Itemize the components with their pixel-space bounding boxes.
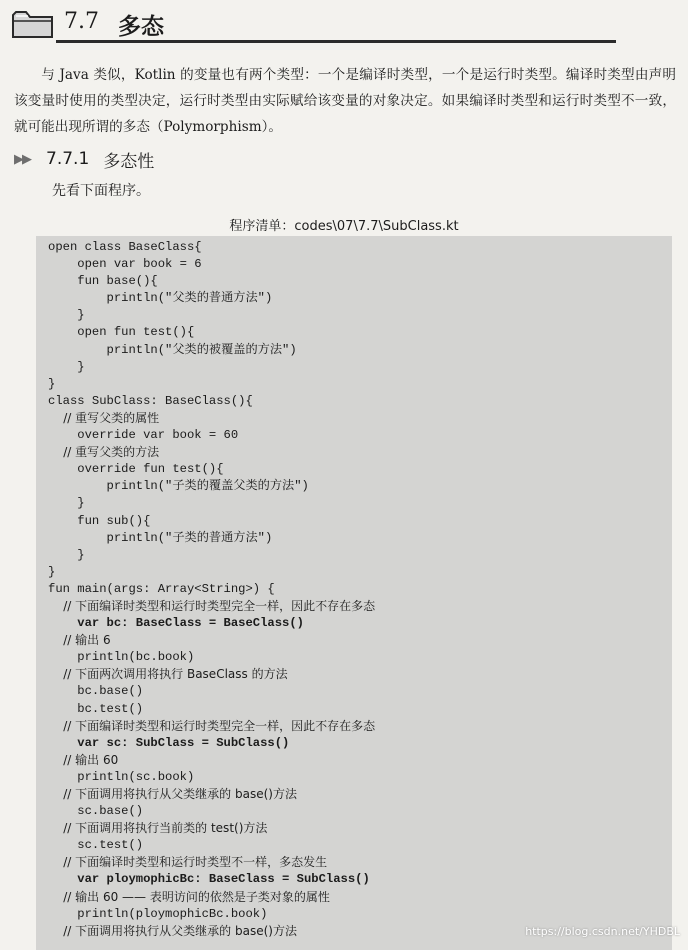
code-line: // 下面编译时类型和运行时类型不一样，多态发生 — [48, 855, 328, 870]
subsection-number: 7.7.1 — [46, 149, 90, 169]
code-line: bc.test() — [48, 701, 144, 716]
code-line: class SubClass: BaseClass(){ — [48, 393, 253, 408]
code-line: // 重写父类的属性 — [48, 410, 160, 425]
subsection-heading — [14, 146, 154, 172]
intro-paragraph: 与 Java 类似，Kotlin 的变量也有两个类型：一个是编译时类型，一个是运行时类型。编译时类型由声明该变量时使用的类型决定，运行时类型由实际赋给该变量的对象决定。如果编译时类型和运行时类型不一致，就可能出现所谓的多态（Polymorphism）。 — [14, 67, 676, 135]
listing-caption: 程序清单：codes\07\7.7\SubClass.kt — [229, 219, 459, 234]
watermark: https://blog.csdn.net/YHDBL — [525, 925, 680, 938]
code-line: println("父类的被覆盖的方法") — [48, 342, 297, 357]
code-line: // 下面编译时类型和运行时类型完全一样，因此不存在多态 — [48, 718, 376, 733]
code-line: var sc: SubClass = SubClass() — [48, 735, 290, 750]
double-arrow-icon: ▶▶ — [14, 151, 30, 167]
code-line: open fun test(){ — [48, 325, 195, 340]
code-line: // 输出 60 — [48, 752, 119, 767]
code-line: // 重写父类的方法 — [48, 445, 160, 460]
code-line: println("子类的普通方法") — [48, 530, 273, 545]
code-line: // 下面两次调用将执行 BaseClass 的方法 — [48, 667, 288, 682]
section-number: 7.7 — [64, 9, 99, 34]
code-line: } — [48, 376, 56, 391]
code-line: } — [48, 564, 56, 579]
code-line: println(ploymophicBc.book) — [48, 906, 268, 921]
subsection-title: 多态性 — [103, 151, 155, 172]
code-line: bc.base() — [48, 684, 144, 699]
code-line: } — [48, 308, 85, 323]
code-line: fun sub(){ — [48, 513, 151, 528]
code-line: override fun test(){ — [48, 462, 224, 477]
section-header — [0, 0, 688, 46]
code-line: // 下面编译时类型和运行时类型完全一样，因此不存在多态 — [48, 598, 376, 613]
code-line: open class BaseClass{ — [48, 240, 202, 254]
lead-text: 先看下面程序。 — [52, 183, 150, 199]
header-rule — [56, 40, 616, 43]
code-listing — [36, 236, 672, 950]
code-line: var ploymophicBc: BaseClass = SubClass() — [48, 872, 370, 887]
code-line: fun base(){ — [48, 274, 158, 289]
code-line: println("子类的覆盖父类的方法") — [48, 479, 309, 494]
code-line: println(bc.book) — [48, 650, 195, 665]
code-line: // 输出 60 —— 表明访问的依然是子类对象的属性 — [48, 889, 330, 904]
folder-icon — [10, 8, 56, 40]
code-line: var bc: BaseClass = BaseClass() — [48, 616, 304, 631]
code-line: println(sc.book) — [48, 769, 195, 784]
section-title: 多态 — [118, 14, 164, 40]
code-line: // 输出 6 — [48, 633, 111, 648]
code-line: sc.test() — [48, 838, 144, 853]
code-line: println("父类的普通方法") — [48, 291, 273, 306]
code-line: // 下面调用将执行从父类继承的 base()方法 — [48, 923, 297, 938]
code-line: // 下面调用将执行从父类继承的 base()方法 — [48, 787, 297, 801]
code-line: // 下面调用将执行当前类的 test()方法 — [48, 821, 268, 836]
code-line: } — [48, 496, 85, 511]
code-line: } — [48, 359, 85, 374]
code-lines — [48, 239, 375, 940]
code-line: open var book = 6 — [48, 257, 202, 272]
code-line: sc.base() — [48, 804, 144, 819]
code-line: override var book = 60 — [48, 428, 239, 443]
code-line: } — [48, 547, 85, 562]
code-line: fun main(args: Array<String>) { — [48, 581, 275, 596]
